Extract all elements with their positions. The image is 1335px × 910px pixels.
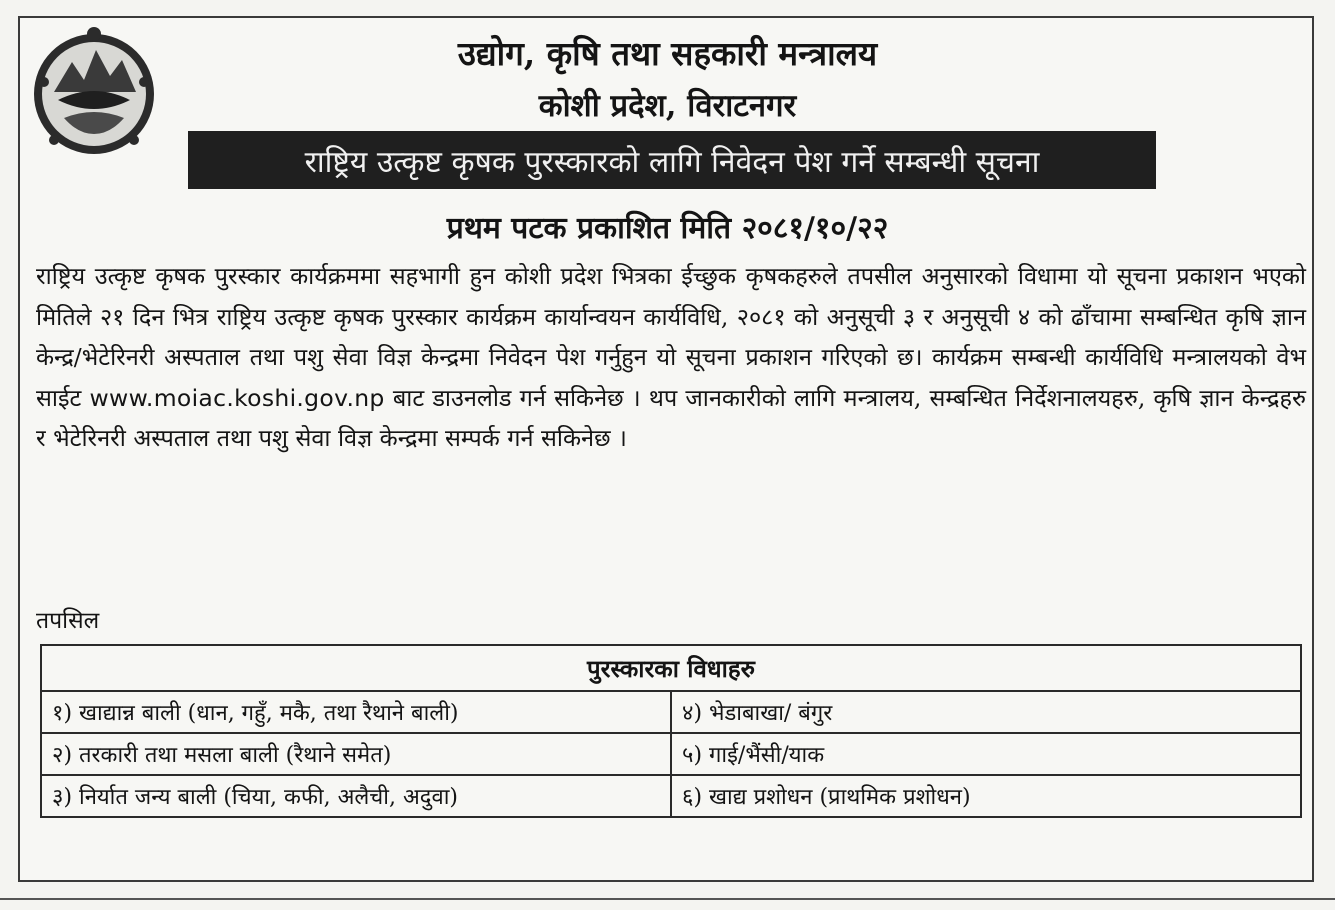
bottom-rule bbox=[0, 898, 1335, 900]
province-title: कोशी प्रदेश, विराटनगर bbox=[538, 88, 797, 124]
website-url: www.moiac.koshi.gov.np bbox=[89, 383, 385, 412]
ministry-title: उद्योग, कृषि तथा सहकारी मन्त्रालय bbox=[457, 34, 878, 73]
publication-date: प्रथम पटक प्रकाशित मिति २०८१/१०/२२ bbox=[446, 211, 889, 246]
table-cell: ६) खाद्य प्रशोधन (प्राथमिक प्रशोधन) bbox=[671, 775, 1301, 817]
table-row bbox=[41, 691, 1301, 733]
table-cell: ३) निर्यात जन्य बाली (चिया, कफी, अलैची, अदुवा) bbox=[41, 775, 671, 817]
body-text-part1: राष्ट्रिय उत्कृष्ट कृषक पुरस्कार कार्यक्रममा सहभागी हुन कोशी प्रदेश भित्रका ईच्छुक कृषकहरुले तपसील अनुसारको विधामा यो सूचना प्रकाशन भएको मितिले २१ दिन भित्र राष्ट्रिय उत्कृष्ट कृषक पुरस्कार कार्यक्रम कार्यान्वयन कार्यविधि, २०८१ को अनुसूची ३ र अनुसूची ४ को ढाँचामा सम्बन्धित कृषि ज्ञान केन्द्र/भेटेरिनरी अस्पताल तथा पशु सेवा विज्ञ केन्द्रमा निवेदन पेश गर्नुहुन यो सूचना प्रकाशन गरिएको छ। कार्यक्रम सम्बन्धी कार्यविधि मन्त्रालयको वेभ साईट bbox=[36, 262, 1306, 412]
table-cell: १) खाद्यान्न बाली (धान, गहुँ, मकै, तथा रैथाने बाली) bbox=[41, 691, 671, 733]
notice-body bbox=[36, 256, 1306, 459]
body-text-part2: बाट डाउनलोड गर्न सकिनेछ । थप जानकारीको लागि मन्त्रालय, सम्बन्धित निर्देशनालयहरु, कृषि ज्ञान केन्द्रहरु र भेटेरिनरी अस्पताल तथा पशु सेवा विज्ञ केन्द्रमा सम्पर्क गर्न सकिनेछ । bbox=[36, 383, 1306, 452]
table-heading: पुरस्कारका विधाहरु bbox=[41, 645, 1301, 691]
award-categories-table bbox=[40, 644, 1302, 818]
notice-title-banner bbox=[188, 131, 1156, 189]
table-cell: २) तरकारी तथा मसला बाली (रैथाने समेत) bbox=[41, 733, 671, 775]
table-row bbox=[41, 733, 1301, 775]
table-cell: ५) गाई/भैंसी/याक bbox=[671, 733, 1301, 775]
table-cell: ४) भेडाबाखा/ बंगुर bbox=[671, 691, 1301, 733]
notice-title: राष्ट्रिय उत्कृष्ट कृषक पुरस्कारको लागि निवेदन पेश गर्ने सम्बन्धी सूचना bbox=[304, 144, 1040, 180]
table-row bbox=[41, 775, 1301, 817]
tapsil-label: तपसिल bbox=[36, 608, 100, 634]
